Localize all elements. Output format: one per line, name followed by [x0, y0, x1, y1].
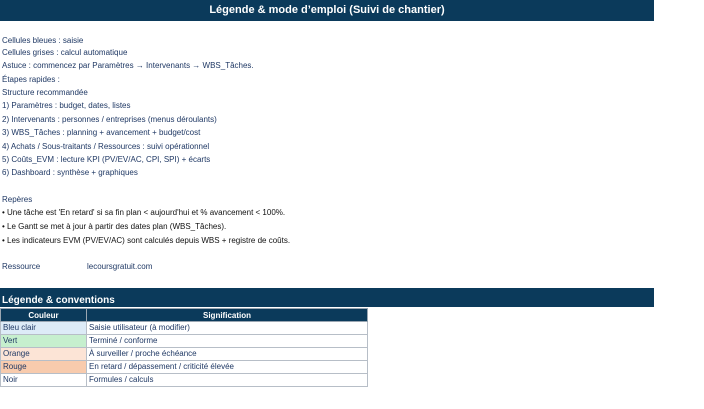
- legend-color-cell[interactable]: Rouge: [1, 361, 87, 374]
- legend-row: [1, 348, 368, 361]
- legend-row: [1, 335, 368, 348]
- legend-row: [1, 361, 368, 374]
- note-line: 6) Dashboard : synthèse + graphiques: [2, 168, 138, 177]
- note-line: 1) Paramètres : budget, dates, listes: [2, 101, 131, 110]
- legend-color-cell[interactable]: Orange: [1, 348, 87, 361]
- legend-meaning-cell[interactable]: Terminé / conforme: [87, 335, 368, 348]
- reperes-item: • Le Gantt se met à jour à partir des dates plan (WBS_Tâches).: [2, 222, 227, 231]
- legend-section-title: Légende & conventions: [0, 288, 654, 307]
- legend-row: [1, 322, 368, 335]
- legend-header-row: [1, 309, 368, 322]
- legend-header-meaning: Signification: [87, 309, 368, 322]
- note-line: Cellules bleues : saisie: [2, 36, 84, 45]
- legend-color-cell[interactable]: Bleu clair: [1, 322, 87, 335]
- note-line: 4) Achats / Sous-traitants / Ressources : suivi opérationnel: [2, 142, 210, 151]
- legend-meaning-cell[interactable]: Saisie utilisateur (à modifier): [87, 322, 368, 335]
- legend-meaning-cell[interactable]: À surveiller / proche échéance: [87, 348, 368, 361]
- note-line: Cellules grises : calcul automatique: [2, 48, 128, 57]
- legend-row: [1, 374, 368, 387]
- reperes-item: • Une tâche est 'En retard' si sa fin plan < aujourd'hui et % avancement < 100%.: [2, 208, 286, 217]
- note-line: 5) Coûts_EVM : lecture KPI (PV/EV/AC, CPI, SPI) + écarts: [2, 155, 211, 164]
- sheet-title-banner: Légende & mode d’emploi (Suivi de chantier): [0, 0, 654, 21]
- legend-color-cell[interactable]: Vert: [1, 335, 87, 348]
- ressource-label: Ressource: [2, 262, 41, 271]
- legend-header-color: Couleur: [1, 309, 87, 322]
- legend-meaning-cell[interactable]: Formules / calculs: [87, 374, 368, 387]
- note-line: Structure recommandée: [2, 88, 88, 97]
- reperes-item: • Les indicateurs EVM (PV/EV/AC) sont calculés depuis WBS + registre de coûts.: [2, 236, 291, 245]
- reperes-title: Repères: [2, 195, 33, 204]
- note-line: Étapes rapides :: [2, 75, 60, 84]
- note-line: 3) WBS_Tâches : planning + avancement + budget/cost: [2, 128, 201, 137]
- legend-table: [0, 308, 368, 387]
- ressource-link[interactable]: lecoursgratuit.com: [87, 262, 153, 271]
- note-line: Astuce : commencez par Paramètres → Intervenants → WBS_Tâches.: [2, 61, 254, 70]
- note-line: 2) Intervenants : personnes / entreprises (menus déroulants): [2, 115, 217, 124]
- legend-color-cell[interactable]: Noir: [1, 374, 87, 387]
- legend-meaning-cell[interactable]: En retard / dépassement / criticité élevée: [87, 361, 368, 374]
